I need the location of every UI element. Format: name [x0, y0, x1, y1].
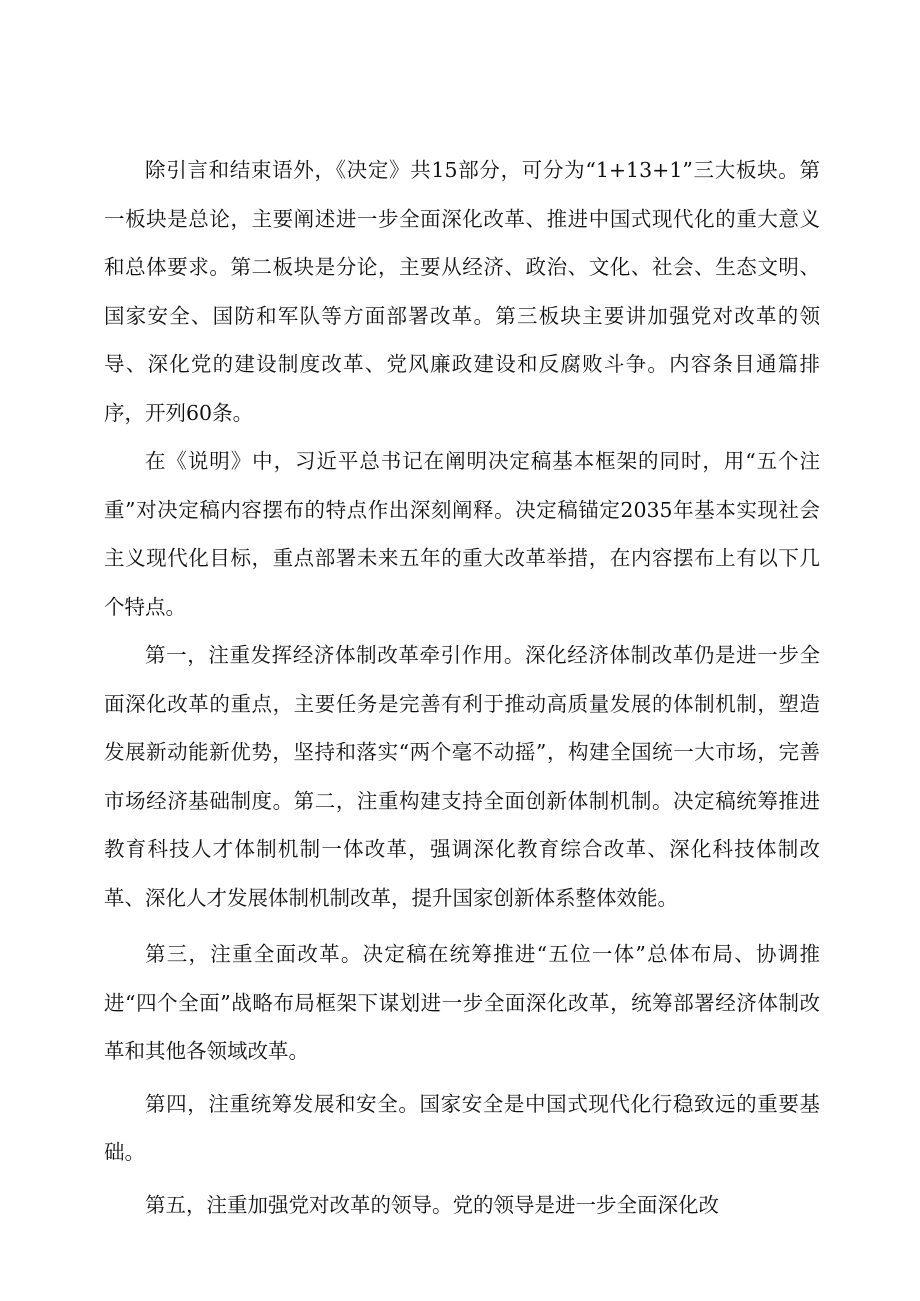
paragraph-5: 第四，注重统筹发展和安全。国家安全是中国式现代化行稳致远的重要基础。 — [104, 1091, 820, 1164]
paragraph-6: 第五，注重加强党对改革的领导。党的领导是进一步全面深化改 — [145, 1192, 719, 1217]
paragraph-2: 在《说明》中，习近平总书记在阐明决定稿基本框架的同时，用“五个注重”对决定稿内容摆布的特点作出深刻阐释。决定稿锚定2035年基本实现社会主义现代化目标，重点部署未来五年的重大改革举措，在内容摆布上有以下几个特点。 — [104, 449, 820, 619]
document-body — [104, 146, 820, 1229]
paragraph-3: 第一，注重发挥经济体制改革牵引作用。深化经济体制改革仍是进一步全面深化改革的重点，主要任务是完善有利于推动高质量发展的体制机制，塑造发展新动能新优势，坚持和落实“两个毫不动摇”，构建全国统一大市场，完善市场经济基础制度。第二，注重构建支持全面创新体制机制。决定稿统筹推进教育科技人才体制机制一体改革，强调深化教育综合改革、深化科技体制改革、深化人才发展体制机制改革，提升国家创新体系整体效能。 — [104, 643, 820, 910]
paragraph-1: 除引言和结束语外，《决定》共15部分，可分为“1+13+1”三大板块。第一板块是总论，主要阐述进一步全面深化改革、推进中国式现代化的重大意义和总体要求。第二板块是分论，主要从经济、政治、文化、社会、生态文明、国家安全、国防和军队等方面部署改革。第三板块主要讲加强党对改革的领导、深化党的建设制度改革、党风廉政建设和反腐败斗争。内容条目通篇排序，开列60条。 — [104, 158, 820, 425]
paragraph-4: 第三，注重全面改革。决定稿在统筹推进“五位一体”总体布局、协调推进“四个全面”战略布局框架下谋划进一步全面深化改革，统筹部署经济体制改革和其他各领域改革。 — [104, 942, 820, 1063]
